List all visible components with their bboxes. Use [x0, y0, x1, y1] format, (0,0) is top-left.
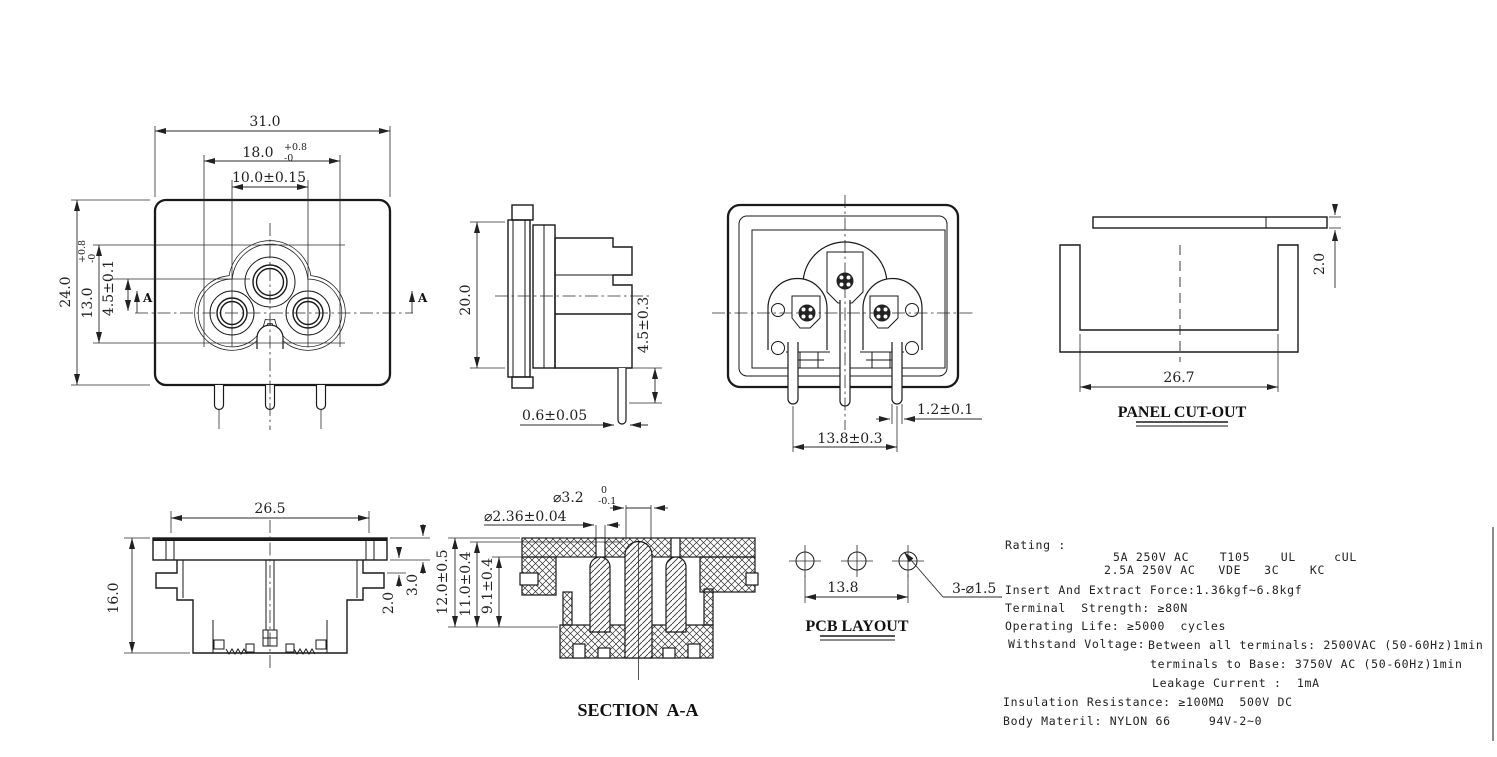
panel-cutout-view	[1060, 204, 1341, 426]
front-dim-opening-width-tol-lower: -0	[284, 153, 294, 164]
spec-withstand-line1: Between all terminals: 2500VAC (50-60Hz)1min	[1148, 638, 1484, 652]
front-dim-opening-height: 13.0	[80, 287, 96, 319]
panel-dim-thickness: 2.0	[1312, 252, 1328, 276]
section-dim-hole-b: ⌀2.36±0.04	[484, 509, 567, 525]
pcb-dim-pitch: 13.8	[827, 580, 859, 596]
side-dim-pin-length: 4.5±0.3	[636, 296, 652, 354]
spec-operating-life: Operating Life: ≥5000 cycles	[1005, 619, 1227, 633]
rear-view	[712, 195, 982, 452]
section-view	[435, 485, 758, 720]
pcb-dim-holes: 3-⌀1.5	[952, 581, 997, 597]
side-view	[458, 205, 662, 425]
spec-terminal-strength: Terminal Strength: ≥80N	[1005, 601, 1188, 615]
section-dim-depth-a: 12.0±0.5	[435, 549, 451, 615]
spec-withstand-line3: Leakage Current : 1mA	[1152, 676, 1320, 690]
spec-rating-line1: 5A 250V AC T105 UL cUL	[1113, 550, 1357, 564]
bottom-dim-width: 26.5	[254, 501, 286, 517]
front-dim-width: 31.0	[249, 114, 281, 130]
section-dim-hole-a-tol-lower: -0.1	[598, 496, 617, 507]
pcb-layout-view	[789, 545, 1002, 640]
side-dim-pin-thickness: 0.6±0.05	[522, 408, 588, 424]
bottom-dim-step-b: 3.0	[405, 573, 421, 597]
front-view	[58, 114, 428, 430]
section-dim-hole-a: ⌀3.2	[553, 490, 584, 506]
front-dim-height: 24.0	[58, 276, 74, 308]
spec-withstand-line2: terminals to Base: 3750V AC (50-60Hz)1min	[1150, 657, 1463, 671]
bottom-dim-step-a: 2.0	[381, 591, 397, 615]
spec-rating-label: Rating :	[1005, 538, 1066, 552]
panel-cutout-title: PANEL CUT-OUT	[1117, 404, 1247, 421]
front-dim-opening-height-tol-upper: +0.8	[77, 239, 88, 263]
spec-rating-line2: 2.5A 250V AC VDE 3C KC	[1104, 563, 1326, 577]
front-dim-opening-height-tol-lower: -0	[87, 253, 98, 263]
front-dim-pin-drop: 4.5±0.1	[101, 259, 117, 317]
front-dim-pin-pitch: 10.0±0.15	[231, 170, 307, 186]
spec-insulation: Insulation Resistance: ≥100MΩ 500V DC	[1003, 695, 1293, 709]
front-dim-opening-width: 18.0	[242, 145, 274, 161]
spec-insert-force: Insert And Extract Force:1.36kgf~6.8kgf	[1005, 583, 1303, 597]
section-dim-hole-a-tol-upper: 0	[601, 485, 608, 496]
panel-dimensions	[1080, 204, 1341, 392]
rear-dim-pin-pitch: 13.8±0.3	[817, 431, 883, 447]
specifications	[1003, 538, 1483, 728]
bottom-dim-height: 16.0	[106, 582, 122, 614]
rear-dimensions	[793, 402, 982, 452]
bottom-view	[106, 501, 430, 668]
section-marker-left: A	[143, 291, 153, 305]
pcb-holes	[789, 545, 924, 577]
section-marker-right: A	[418, 291, 428, 305]
panel-dim-width: 26.7	[1163, 370, 1195, 386]
front-dim-opening-width-tol-upper: +0.8	[284, 142, 308, 153]
pcb-layout-title: PCB LAYOUT	[805, 618, 909, 635]
section-dim-depth-b: 11.0±0.4	[458, 551, 474, 617]
spec-body-material: Body Materil: NYLON 66 94V-2~0	[1003, 714, 1263, 728]
section-dim-depth-c: 9.1±0.4	[480, 557, 496, 615]
spec-withstand-label: Withstand Voltage:	[1008, 637, 1146, 651]
side-dim-height: 20.0	[458, 284, 474, 316]
section-title: SECTION A-A	[577, 700, 699, 720]
rear-dim-pin-width: 1.2±0.1	[917, 402, 974, 418]
